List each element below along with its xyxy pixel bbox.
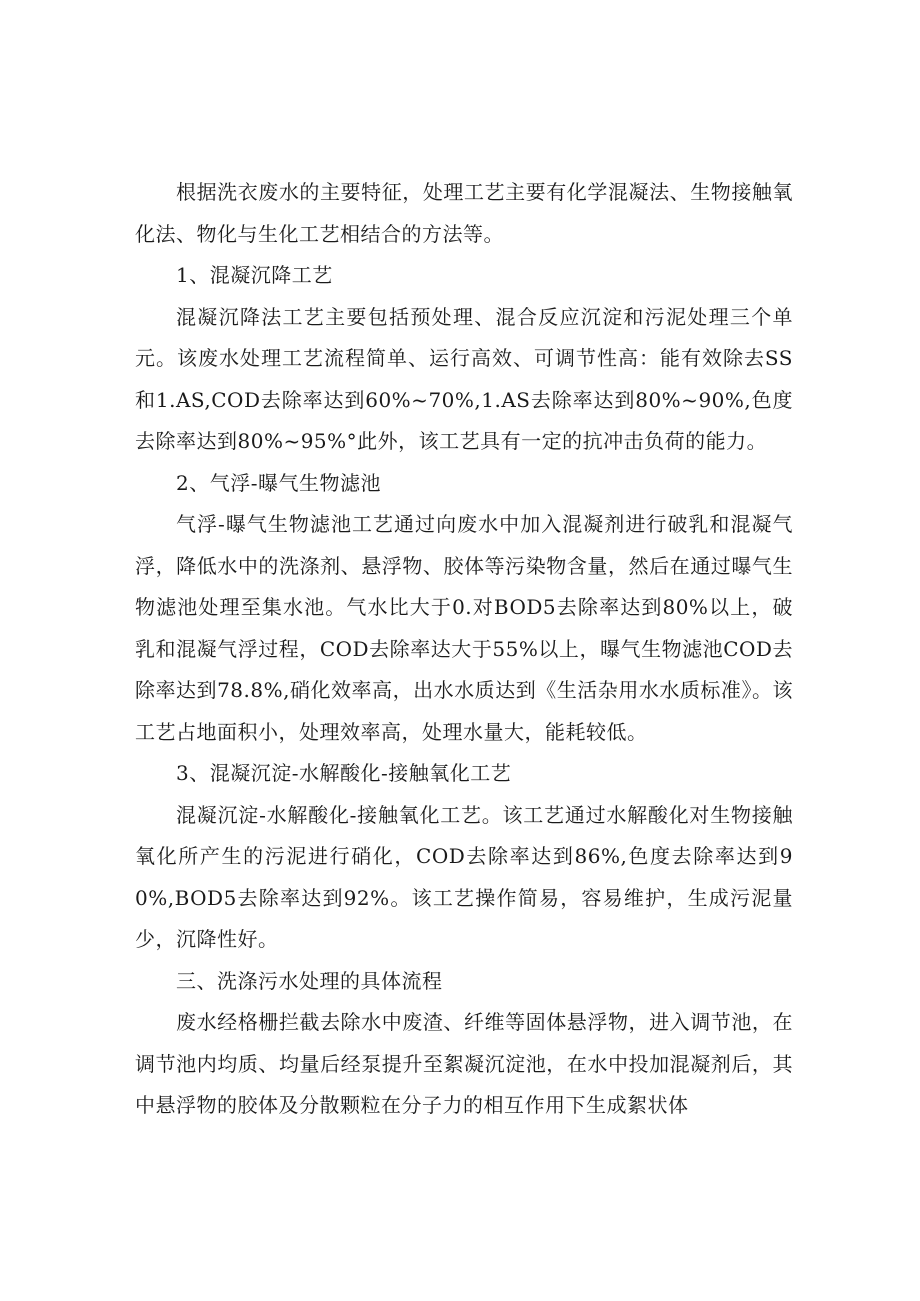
heading-process-flow: 三、洗涤污水处理的具体流程: [176, 968, 443, 993]
heading-coagulation-settling: 1、混凝沉降工艺: [176, 263, 333, 287]
paragraph-coagulation-settling: 混凝沉降法工艺主要包括预处理、混合反应沉淀和污泥处理三个单元。该废水处理工艺流程简单、运行高效、可调节性高：能有效除去SS和1.AS,COD去除率达到60%~70%,1.AS去除率达到80%~90%,色度去除率达到80%~95%°此外，该工艺具有一定的抗冲击负荷的能力。: [135, 304, 793, 453]
paragraph-process-flow: 废水经格栅拦截去除水中废渣、纤维等固体悬浮物，进入调节池，在调节池内均质、均量后经泵提升至絮凝沉淀池，在水中投加混凝剂后，其中悬浮物的胶体及分散颗粒在分子力的相互作用下生成絮状体: [135, 1010, 793, 1117]
heading-hydrolysis-contact-oxidation: 3、混凝沉淀-水解酸化-接触氧化工艺: [176, 761, 512, 785]
paragraph-treatment-overview: 根据洗衣废水的主要特征，处理工艺主要有化学混凝法、生物接触氧化法、物化与生化工艺相结合的方法等。: [135, 180, 793, 246]
heading-air-flotation-baf: 2、气浮-曝气生物滤池: [176, 470, 381, 495]
document-body: [135, 172, 793, 1127]
paragraph-hydrolysis-contact-oxidation: 混凝沉淀-水解酸化-接触氧化工艺。该工艺通过水解酸化对生物接触氧化所产生的污泥进行硝化，COD去除率达到86%,色度去除率达到90%,BOD5去除率达到92%。该工艺操作简易，容易维护，生成污泥量少，沉降性好。: [135, 802, 793, 951]
paragraph-air-flotation-baf: 气浮-曝气生物滤池工艺通过向废水中加入混凝剂进行破乳和混凝气浮，降低水中的洗涤剂、悬浮物、胶体等污染物含量，然后在通过曝气生物滤池处理至集水池。气水比大于0.对BOD5去除率达到80%以上，破乳和混凝气浮过程，COD去除率达大于55%以上，曝气生物滤池COD去除率达到78.8%,硝化效率高，出水水质达到《生活杂用水水质标准》。该工艺占地面积小，处理效率高，处理水量大，能耗较低。: [135, 512, 793, 744]
